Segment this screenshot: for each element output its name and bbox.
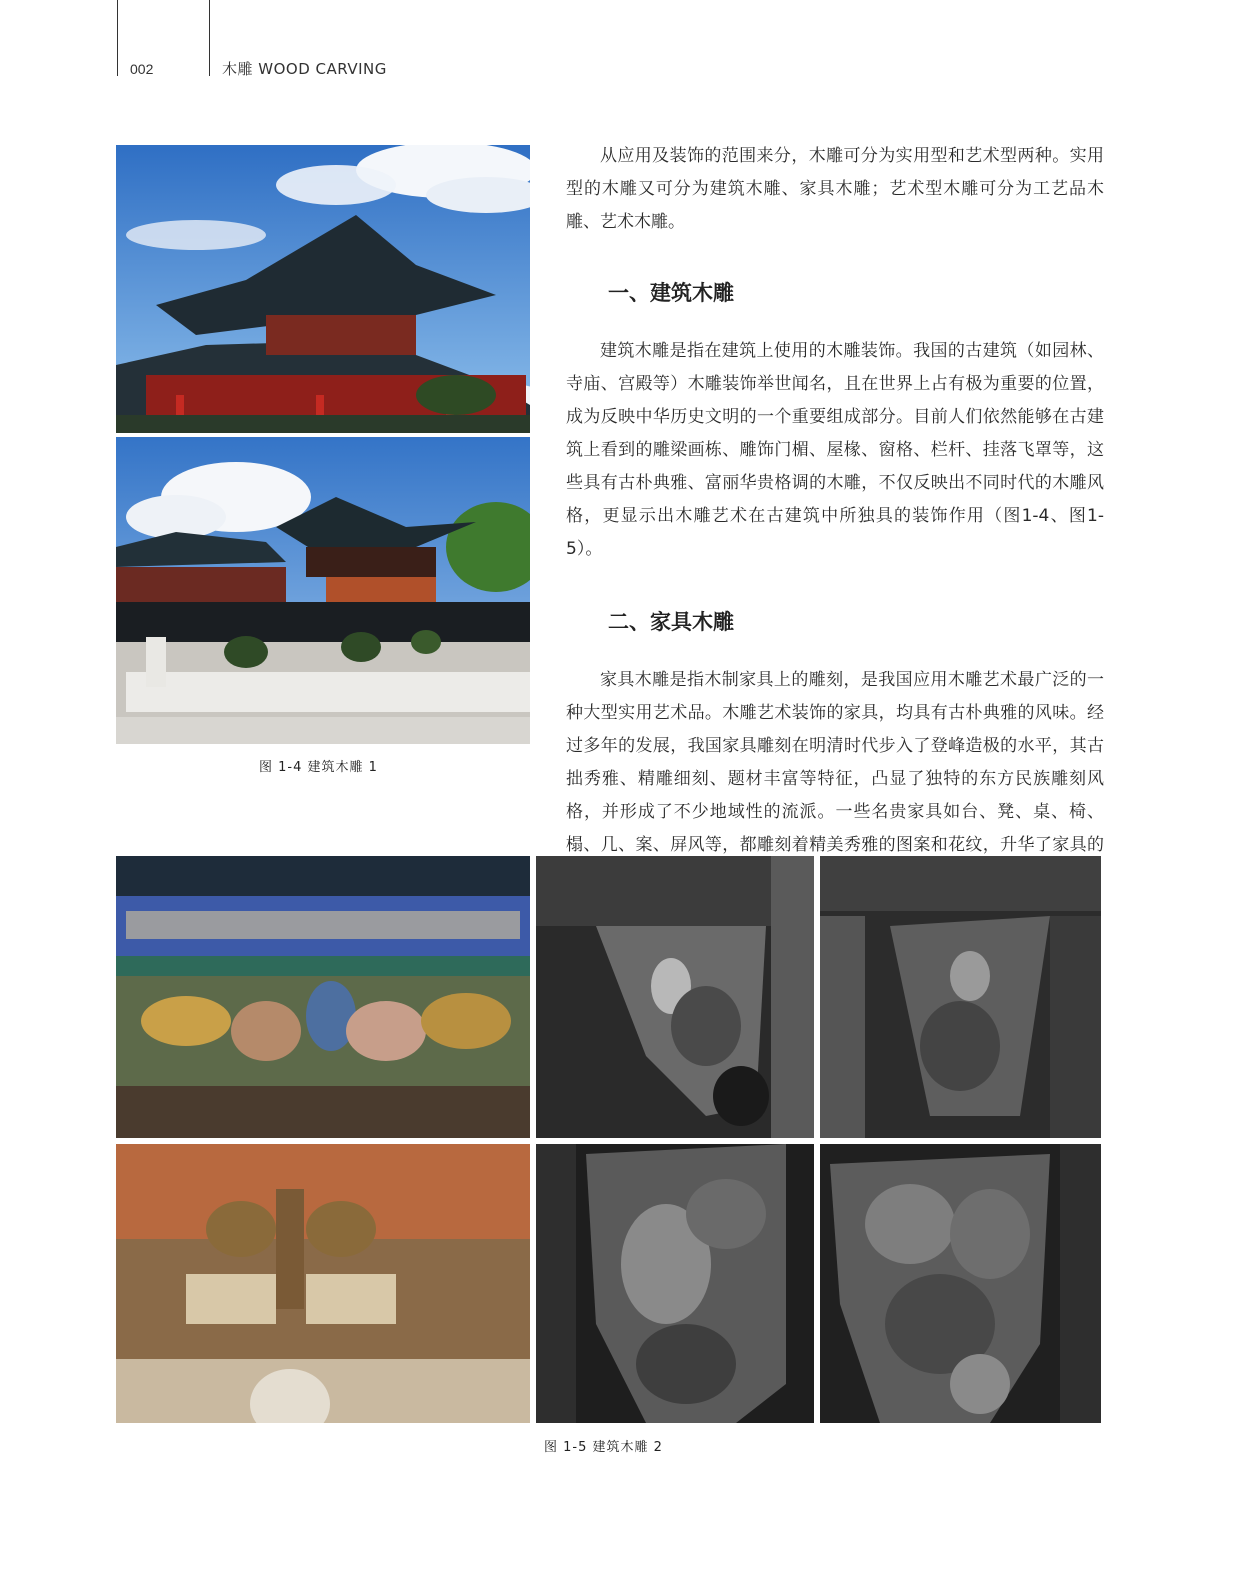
figure-caption-1-5: 图 1-5 建筑木雕 2 [544, 1440, 663, 1455]
figure-caption-1-4: 图 1-4 建筑木雕 1 [259, 760, 378, 775]
photo-carved-bracket-figure-2 [820, 856, 1101, 1138]
section-heading-furniture: 二、家具木雕 [608, 610, 734, 634]
furniture-paragraph: 家具木雕是指木制家具上的雕刻，是我国应用木雕艺术最广泛的一种大型实用艺术品。木雕艺术装饰的家具，均具有古朴典雅的风味。经过多年的发展，我国家具雕刻在明清时代步入了登峰造极的水平，其古拙秀雅、精雕细刻、题材丰富等特征，凸显了独特的东方民族雕刻风格，并形成了不少地域性的流派。一些名贵家具如台、凳、桌、椅、榻、几、案、屏风等，都雕刻着精美秀雅的图案和花纹，升华了家具的 [566, 670, 1104, 855]
photo-courtyard-pavilion [116, 437, 530, 744]
photo-ceiling-carving [116, 1144, 530, 1423]
header-rule-left [117, 0, 118, 76]
intro-paragraph: 从应用及装饰的范围来分，木雕可分为实用型和艺术型两种。实用型的木雕又可分为建筑木雕、家具木雕；艺术型木雕可分为工艺品木雕、艺术木雕。 [566, 146, 1104, 232]
photo-carved-bracket-fruit [820, 1144, 1101, 1423]
photo-painted-beam [116, 856, 530, 1138]
running-title: 木雕 WOOD CARVING [222, 60, 387, 78]
architecture-paragraph: 建筑木雕是指在建筑上使用的木雕装饰。我国的古建筑（如园林、寺庙、宫殿等）木雕装饰举世闻名，且在世界上占有极为重要的位置，成为反映中华历史文明的一个重要组成部分。目前人们依然能够在古建筑上看到的雕梁画栋、雕饰门楣、屋椽、窗格、栏杆、挂落飞罩等，这些具有古朴典雅、富丽华贵格调的木雕，不仅反映出不同时代的木雕风格，更显示出木雕艺术在古建筑中所独具的装饰作用（图1-4、图1-5）。 [566, 341, 1104, 559]
photo-carved-bracket-bird [536, 1144, 814, 1423]
photo-pagoda-roof [116, 145, 530, 433]
photo-carved-bracket-figure-1 [536, 856, 814, 1138]
article-body [566, 140, 1104, 895]
header-rule-right [209, 0, 210, 76]
page-number: 002 [130, 61, 154, 77]
section-heading-architecture: 一、建筑木雕 [608, 281, 734, 305]
